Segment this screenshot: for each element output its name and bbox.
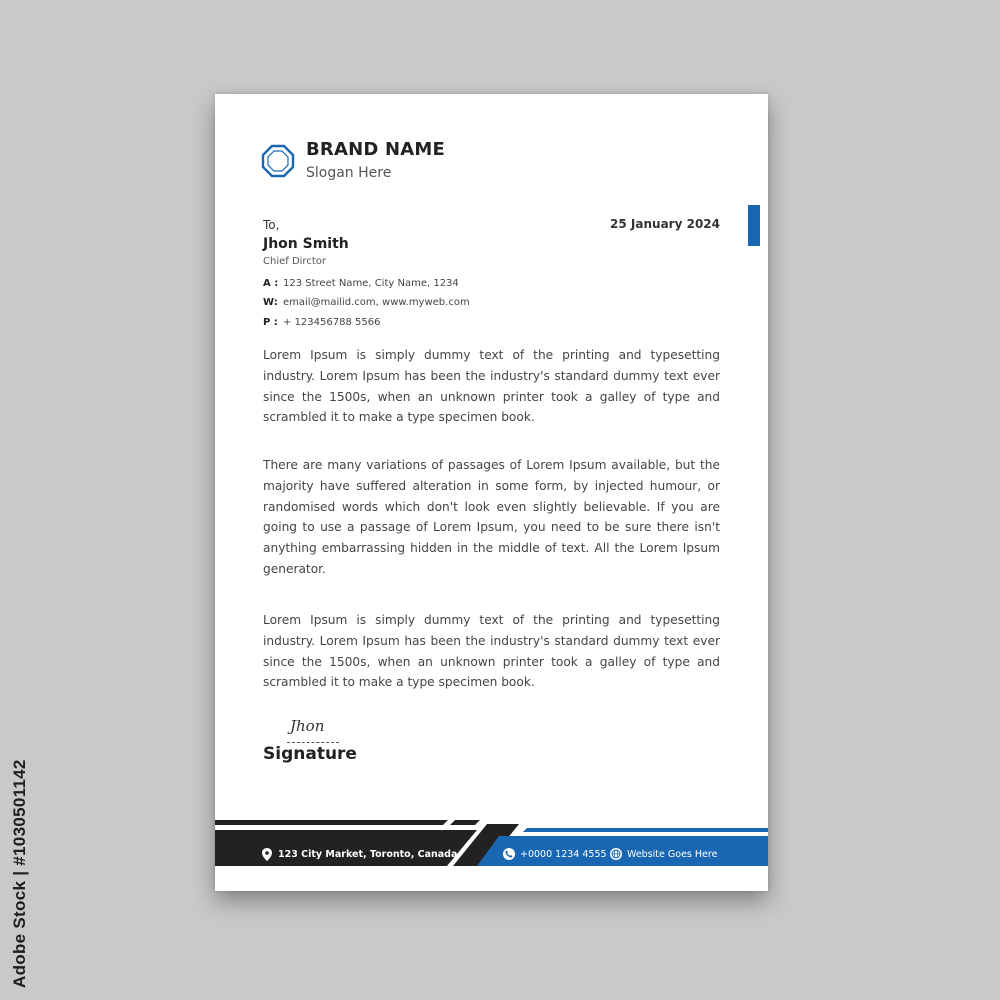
globe-icon: [610, 848, 622, 860]
footer-address-text: 123 City Market, Toronto, Canada: [278, 849, 458, 860]
letter-date: 25 January 2024: [610, 217, 720, 231]
slogan: Slogan Here: [306, 165, 392, 181]
body-paragraph-1: Lorem Ipsum is simply dummy text of the printing and typesetting industry. Lorem Ipsum has been the industry's standard dummy text ever since the 1500s, when an unknown printer took a galley of type and scrambled it to make a type specimen book.: [263, 348, 720, 425]
footer-website: [610, 848, 717, 860]
to-label: To,: [263, 218, 280, 232]
contact-value: + 123456788 5566: [283, 317, 381, 328]
contact-value: 123 Street Name, City Name, 1234: [283, 278, 459, 289]
footer-phone-text: +0000 1234 4555: [520, 848, 607, 860]
accent-side-bar: [748, 205, 760, 246]
location-pin-icon: [262, 848, 272, 861]
contact-value: email@mailid.com, www.myweb.com: [283, 297, 470, 308]
contact-address-row: [263, 278, 459, 289]
brand-name: BRAND NAME: [306, 139, 445, 160]
footer-band: [215, 818, 768, 874]
contact-key: W:: [263, 297, 278, 308]
octagon-ring-logo-icon: [261, 144, 295, 178]
signature-label: Signature: [263, 744, 357, 764]
stock-id-text: Adobe Stock | #1030501142: [10, 759, 29, 988]
recipient-title: Chief Dirctor: [263, 256, 326, 267]
contact-phone-row: [263, 317, 380, 328]
signature-script: Jhon: [290, 717, 325, 735]
footer-website-text: Website Goes Here: [627, 848, 718, 860]
recipient-name: Jhon Smith: [263, 236, 349, 252]
contact-key: A :: [263, 278, 279, 289]
footer-address: [262, 848, 457, 861]
contact-key: P :: [263, 317, 278, 328]
letterhead-page: [215, 94, 768, 891]
footer-phone: [503, 848, 607, 860]
phone-icon: [503, 848, 515, 860]
contact-web-row: [263, 297, 470, 308]
body-paragraph-2: There are many variations of passages of Lorem Ipsum available, but the majority have suffered alteration in some form, by injected humour, or randomised words which don't look even slightly believable. If you are going to use a passage of Lorem Ipsum, you need to be sure there isn't anything embarrassing hidden in the middle of text. All the Lorem Ipsum generator.: [263, 458, 720, 576]
signature-line: [287, 742, 339, 743]
body-paragraph-3: Lorem Ipsum is simply dummy text of the printing and typesetting industry. Lorem Ipsum has been the industry's standard dummy text ever since the 1500s, when an unknown printer took a galley of type and scrambled it to make a type specimen book.: [263, 613, 720, 690]
